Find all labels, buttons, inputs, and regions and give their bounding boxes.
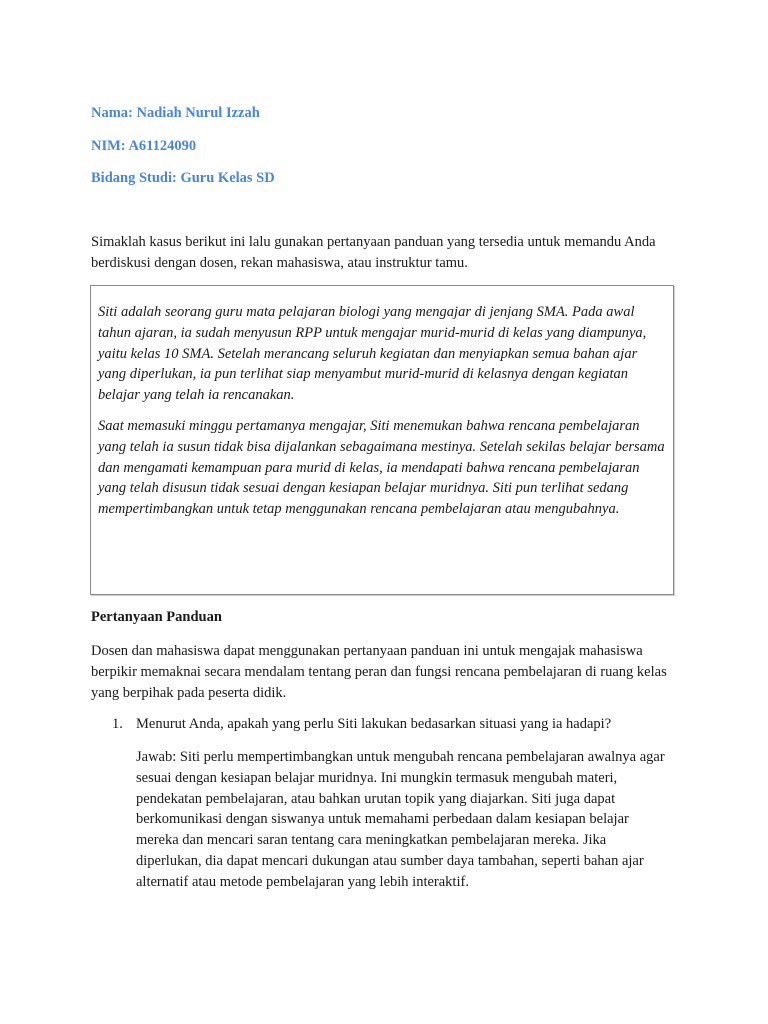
case-study-box <box>90 285 674 595</box>
question-text: Menurut Anda, apakah yang perlu Siti lakukan bedasarkan situasi yang ia hadapi? <box>136 716 612 732</box>
list-item <box>91 714 681 893</box>
student-name: Nama: Nadiah Nurul Izzah <box>91 105 260 121</box>
study-field: Bidang Studi: Guru Kelas SD <box>91 170 275 186</box>
intro-paragraph: Simaklah kasus berikut ini lalu gunakan pertanyaan panduan yang tersedia untuk memandu Anda berdiskusi dengan dosen, rekan mahasiswa, atau instruktur tamu. <box>91 234 656 271</box>
guide-description: Dosen dan mahasiswa dapat menggunakan pertanyaan panduan ini untuk mengajak mahasiswa berpikir memaknai secara mendalam tentang peran dan fungsi rencana pembelajaran di ruang kelas yang berpihak pada peserta didik. <box>91 643 667 701</box>
guide-title: Pertanyaan Panduan <box>91 609 222 625</box>
answer-text: Jawab: Siti perlu mempertimbangkan untuk mengubah rencana pembelajaran awalnya agar sesuai dengan kesiapan belajar muridnya. Ini mungkin termasuk mengubah materi, pendekatan pembelajaran, atau bahkan urutan topik yang diajarkan. Siti juga dapat berkomunikasi dengan siswanya untuk memahami perbedaan dalam kesiapan belajar mereka dan mencari saran tentang cara meningkatkan pembelajaran mereka. Jika diperlukan, dia dapat mencari dukungan atau sumber daya tambahan, seperti bahan ajar alternatif atau metode pembelajaran yang lebih interaktif. <box>136 749 665 890</box>
case-paragraph: Saat memasuki minggu pertamanya mengajar, Siti menemukan bahwa rencana pembelajaran yang telah ia susun tidak bisa dijalankan sebagaimana mestinya. Setelah sekilas belajar bersama dan mengamati kemampuan para murid di kelas, ia mendapati bahwa rencana pembelajaran yang telah disusun tidak sesuai dengan kesiapan belajar muridnya. Siti pun terlihat sedang mempertimbangkan untuk tetap menggunakan rencana pembelajaran atau mengubahnya. <box>98 417 665 518</box>
question-list <box>91 714 681 893</box>
question-number: 1. <box>112 716 123 732</box>
case-paragraph: Siti adalah seorang guru mata pelajaran biologi yang mengajar di jenjang SMA. Pada awal tahun ajaran, ia sudah menyusun RPP untuk mengajar murid-murid di kelas yang diampunya, yaitu kelas 10 SMA. Setelah merancang seluruh kegiatan dan menyiapkan semua bahan ajar yang diperlukan, ia pun terlihat siap menyambut murid-murid di kelasnya dengan kegiatan belajar yang telah ia rencanakan. <box>98 304 647 404</box>
student-nim: NIM: A61124090 <box>91 138 197 154</box>
